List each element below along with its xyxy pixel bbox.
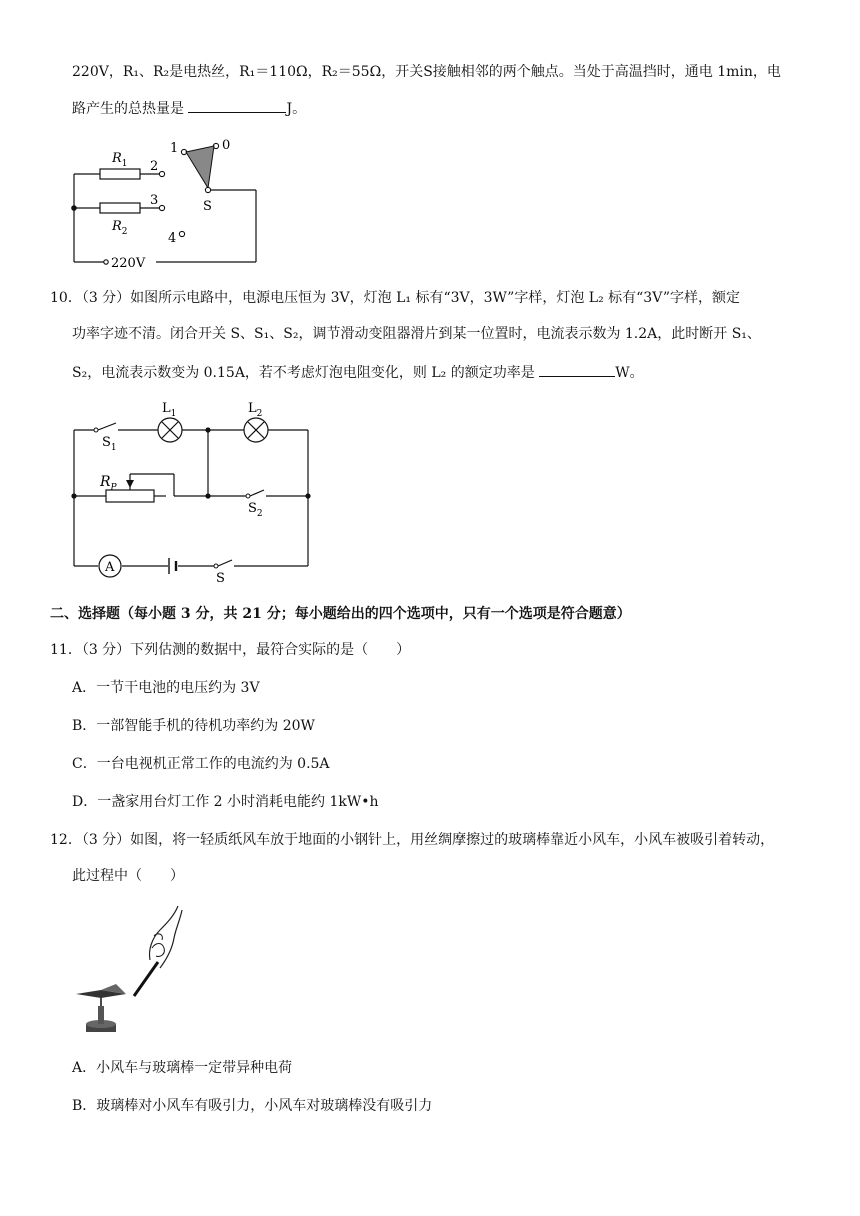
q10-line-3 [72,362,644,383]
q9-line-1: 220V，R₁、R₂是电热丝，R₁＝110Ω，R₂＝55Ω，开关S接触相邻的两个触点。当处于高温挡时，通电 1min，电 [72,64,781,80]
q11-option-b[interactable]: B．一部智能手机的待机功率约为 20W [72,718,315,734]
rp-label: $R_P$ [100,474,117,493]
q12-option-a[interactable]: A．小风车与玻璃棒一定带异种电荷 [72,1060,293,1076]
q11-option-a[interactable]: A．一节干电池的电压约为 3V [72,680,260,696]
terminal-1-label: 1 [170,141,179,156]
voltage-label: 220V [111,256,146,271]
r2-label: $R_2$ [112,219,128,237]
switch-s-label: S [216,571,225,584]
q12-option-b[interactable]: B．玻璃棒对小风车有吸引力，小风车对玻璃棒没有吸引力 [72,1098,433,1114]
q9-line-2 [72,98,306,119]
q9-line-2-unit: J。 [286,101,307,117]
r1-label: $R_1$ [112,151,128,169]
l1-label: $L_1$ [162,401,177,419]
q11-option-d[interactable]: D．一盏家用台灯工作 2 小时消耗电能约 1kW•h [72,794,379,810]
q9-line-2-text: 路产生的总热量是 [72,101,189,117]
answer-blank[interactable] [539,362,615,377]
q12-line-1: 12．（3 分）如图，将一轻质纸风车放于地面的小钢针上，用丝绸摩擦过的玻璃棒靠近小风车，小风车被吸引着转动， [50,832,775,848]
switch-s-label: S [203,199,212,214]
q10-line-3-text: S₂，电流表示数变为 0.15A，若不考虑灯泡电阻变化，则 L₂ 的额定功率是 [72,365,540,381]
terminal-3-label: 3 [150,193,159,208]
q12-pinwheel-figure [70,902,190,1042]
q10-line-2: 功率字迹不清。闭合开关 S、S₁、S₂，调节滑动变阻器滑片到某一位置时，电流表示数为 1.2A，此时断开 S₁、 [72,326,761,342]
terminal-0-label: 0 [222,138,231,153]
answer-blank[interactable] [188,98,286,113]
q11-stem: 11．（3 分）下列估测的数据中，最符合实际的是（ ） [50,642,411,658]
section-heading: 二、选择题（每小题 3 分，共 21 分；每小题给出的四个选项中，只有一个选项是符合题意） [50,606,631,622]
terminal-4-label: 4 [168,231,177,246]
terminal-2-label: 2 [150,159,159,174]
q12-line-2: 此过程中（ ） [72,868,184,884]
ammeter-label: A [105,560,115,575]
q10-circuit-figure [66,398,316,584]
s1-label: $S_1$ [102,435,117,453]
s2-label: $S_2$ [248,501,263,519]
q10-line-3-unit: W。 [615,365,644,381]
l2-label: $L_2$ [248,401,263,419]
q11-option-c[interactable]: C．一台电视机正常工作的电流约为 0.5A [72,756,330,772]
q9-circuit-figure [66,134,266,274]
q10-line-1: 10．（3 分）如图所示电路中，电源电压恒为 3V，灯泡 L₁ 标有“3V，3W”字样，灯泡 L₂ 标有“3V”字样，额定 [50,290,740,306]
